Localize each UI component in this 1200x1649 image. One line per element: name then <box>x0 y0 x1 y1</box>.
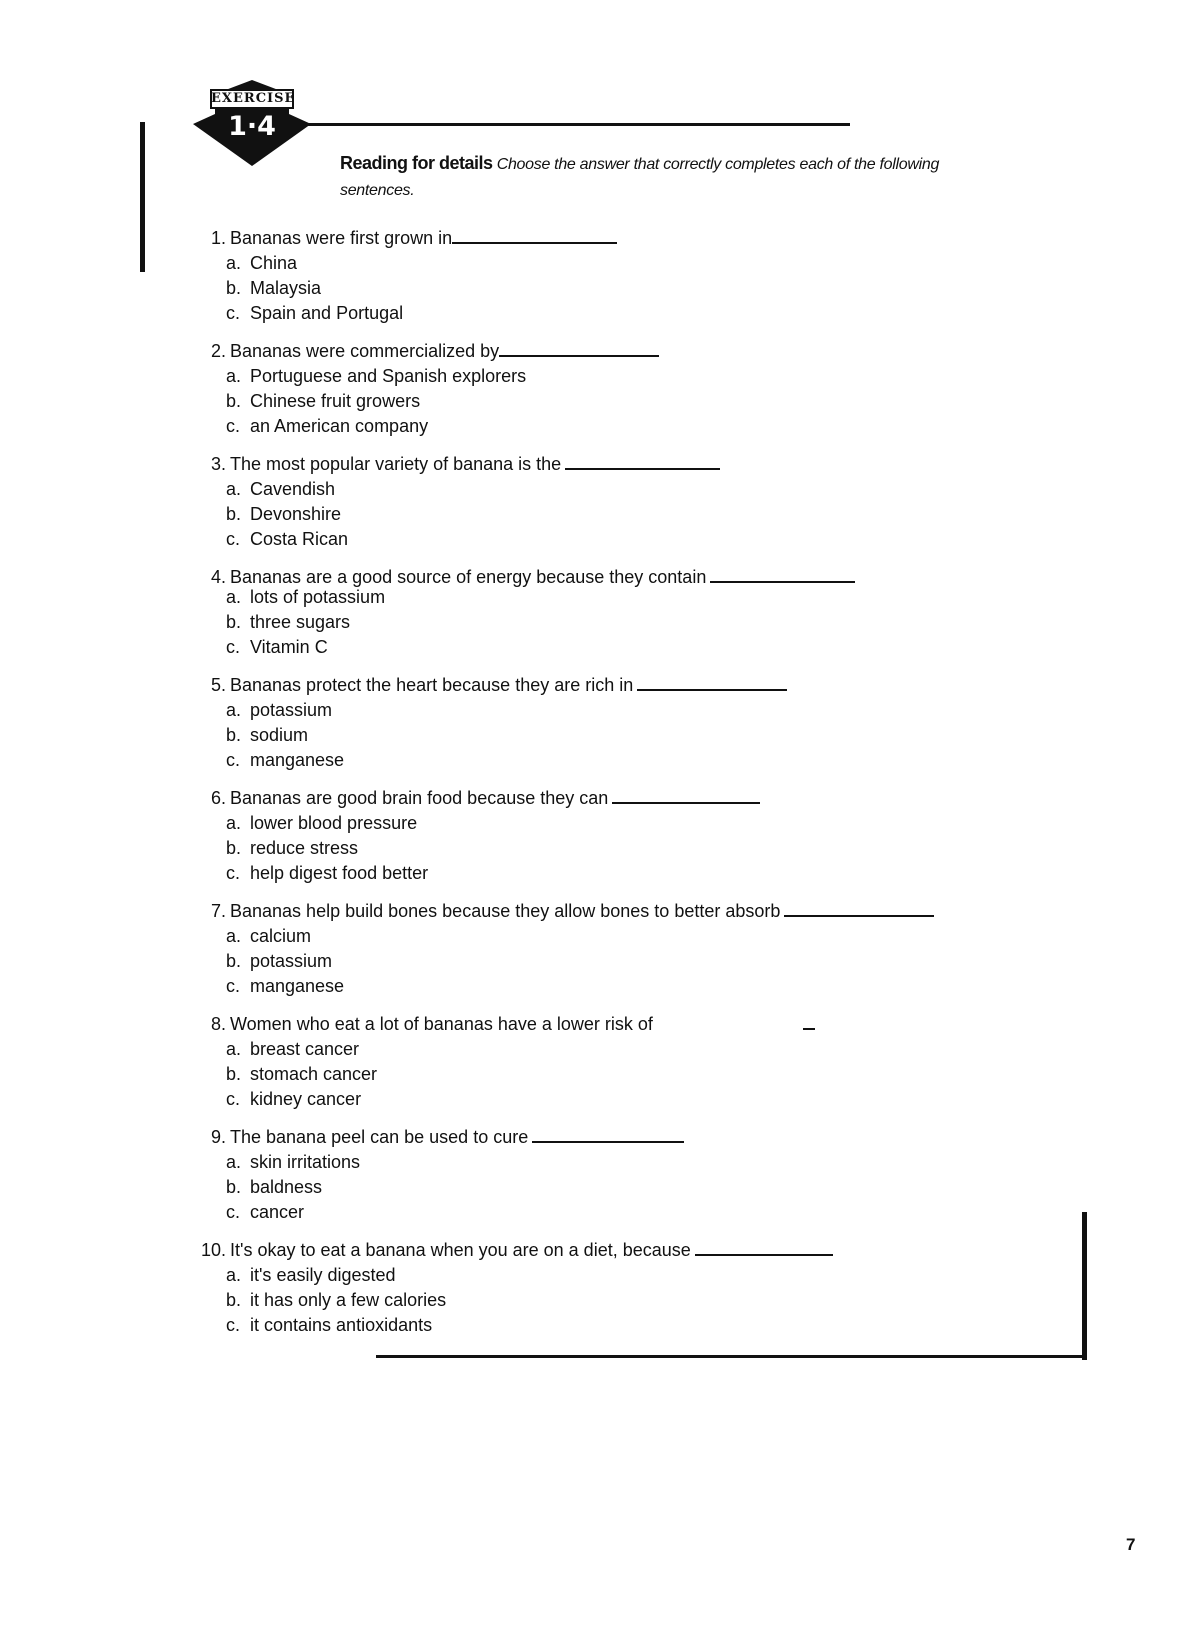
question-text: Women who eat a lot of bananas have a lower risk of <box>230 1014 653 1034</box>
option-c[interactable] <box>186 974 1066 999</box>
answer-blank[interactable] <box>784 899 934 917</box>
option-c[interactable] <box>186 301 1066 326</box>
exercise-label: EXERCISE <box>211 91 296 106</box>
option-letter: c. <box>226 303 241 323</box>
option-c[interactable] <box>186 1200 1066 1225</box>
question-number: 7. <box>210 901 226 921</box>
question-text: Bananas were first grown in <box>230 228 453 248</box>
option-letter: b. <box>226 951 242 971</box>
option-text: baldness <box>250 1177 323 1197</box>
question-number: 4. <box>210 567 226 587</box>
option-letter: a. <box>226 813 242 833</box>
option-c[interactable] <box>186 635 1066 660</box>
option-letter: c. <box>226 750 241 770</box>
option-text: potassium <box>250 700 333 720</box>
option-text: manganese <box>250 976 345 996</box>
option-letter: a. <box>226 479 242 499</box>
exercise-badge <box>193 80 311 170</box>
question-6 <box>186 785 1066 886</box>
option-text: cancer <box>250 1202 305 1222</box>
question-text: Bananas help build bones because they allow bones to better absorb <box>230 901 781 921</box>
option-letter: c. <box>226 1202 241 1222</box>
option-a[interactable] <box>186 585 1066 610</box>
question-text: The banana peel can be used to cure <box>230 1127 529 1147</box>
question-text: The most popular variety of banana is the <box>230 454 562 474</box>
page-number: 7 <box>1126 1535 1136 1554</box>
option-c[interactable] <box>186 1313 1066 1338</box>
option-a[interactable] <box>186 477 1066 502</box>
answer-blank[interactable] <box>612 786 760 804</box>
footer-rule <box>376 1355 1086 1358</box>
question-text: Bananas are good brain food because they can <box>230 788 609 808</box>
option-a[interactable] <box>186 924 1066 949</box>
exercise-number: 1·4 <box>228 111 276 142</box>
option-a[interactable] <box>186 364 1066 389</box>
option-text: it's easily digested <box>250 1265 396 1285</box>
option-letter: c. <box>226 863 241 883</box>
option-b[interactable] <box>186 610 1066 635</box>
question-4 <box>186 565 1066 660</box>
instructions-title: Reading for details <box>340 153 493 173</box>
answer-blank[interactable] <box>499 339 659 357</box>
option-letter: c. <box>226 637 241 657</box>
question-number: 1. <box>210 228 226 248</box>
option-text: lower blood pressure <box>250 813 418 833</box>
option-letter: c. <box>226 1315 241 1335</box>
option-a[interactable] <box>186 1037 1066 1062</box>
option-b[interactable] <box>186 389 1066 414</box>
right-margin-rule <box>1082 1212 1087 1360</box>
option-letter: b. <box>226 612 242 632</box>
option-letter: c. <box>226 1089 241 1109</box>
option-a[interactable] <box>186 1150 1066 1175</box>
option-letter: a. <box>226 253 242 273</box>
option-text: reduce stress <box>250 838 359 858</box>
option-text: Devonshire <box>250 504 342 524</box>
option-text: stomach cancer <box>250 1064 378 1084</box>
option-letter: b. <box>226 278 242 298</box>
question-number: 5. <box>210 675 226 695</box>
option-c[interactable] <box>186 861 1066 886</box>
option-b[interactable] <box>186 723 1066 748</box>
option-c[interactable] <box>186 414 1066 439</box>
question-text: Bananas protect the heart because they are rich in <box>230 675 634 695</box>
option-b[interactable] <box>186 502 1066 527</box>
question-number: 3. <box>210 454 226 474</box>
left-margin-rule <box>140 122 145 272</box>
option-text: Chinese fruit growers <box>250 391 421 411</box>
instructions-description: Choose the answer that correctly completes each of the following sentences. <box>340 156 940 199</box>
answer-blank[interactable] <box>803 1012 815 1030</box>
option-b[interactable] <box>186 276 1066 301</box>
question-text: Bananas are a good source of energy because they contain <box>230 567 707 587</box>
option-letter: a. <box>226 1152 242 1172</box>
option-a[interactable] <box>186 698 1066 723</box>
option-text: it has only a few calories <box>250 1290 447 1310</box>
option-a[interactable] <box>186 1263 1066 1288</box>
option-letter: a. <box>226 700 242 720</box>
option-letter: c. <box>226 529 241 549</box>
question-text: It's okay to eat a banana when you are on a diet, because <box>230 1240 691 1260</box>
answer-blank[interactable] <box>565 452 720 470</box>
option-letter: b. <box>226 725 242 745</box>
option-text: an American company <box>250 416 429 436</box>
question-number: 9. <box>210 1127 226 1147</box>
answer-blank[interactable] <box>532 1125 684 1143</box>
answer-blank[interactable] <box>695 1238 833 1256</box>
option-text: Spain and Portugal <box>250 303 404 323</box>
option-b[interactable] <box>186 1062 1066 1087</box>
option-text: Portuguese and Spanish explorers <box>250 366 527 386</box>
question-7 <box>186 898 1066 999</box>
option-letter: a. <box>226 926 242 946</box>
option-text: breast cancer <box>250 1039 360 1059</box>
option-letter: b. <box>226 1177 242 1197</box>
option-letter: b. <box>226 838 242 858</box>
option-letter: c. <box>226 416 241 436</box>
option-letter: c. <box>226 976 241 996</box>
question-5 <box>186 672 1066 773</box>
option-letter: a. <box>226 587 242 607</box>
option-text: Costa Rican <box>250 529 349 549</box>
question-number: 6. <box>210 788 226 808</box>
option-text: Vitamin C <box>250 637 328 657</box>
question-text: Bananas were commercialized by <box>230 341 500 361</box>
option-text: Malaysia <box>250 278 322 298</box>
answer-blank[interactable] <box>452 226 617 244</box>
option-a[interactable] <box>186 251 1066 276</box>
option-text: lots of potassium <box>250 587 386 607</box>
question-3 <box>186 451 1066 552</box>
option-letter: b. <box>226 391 242 411</box>
option-text: manganese <box>250 750 345 770</box>
option-text: calcium <box>250 926 312 946</box>
option-b[interactable] <box>186 1175 1066 1200</box>
option-b[interactable] <box>186 836 1066 861</box>
option-text: sodium <box>250 725 309 745</box>
question-8 <box>186 1011 1066 1112</box>
option-b[interactable] <box>186 1288 1066 1313</box>
answer-blank[interactable] <box>637 673 787 691</box>
option-c[interactable] <box>186 1087 1066 1112</box>
answer-blank[interactable] <box>710 565 855 583</box>
option-c[interactable] <box>186 527 1066 552</box>
question-2 <box>186 338 1066 439</box>
option-letter: b. <box>226 1290 242 1310</box>
option-b[interactable] <box>186 949 1066 974</box>
option-letter: b. <box>226 1064 242 1084</box>
option-letter: a. <box>226 1039 242 1059</box>
question-number: 10. <box>200 1240 226 1260</box>
option-text: it contains antioxidants <box>250 1315 433 1335</box>
header-rule <box>290 123 850 126</box>
option-text: China <box>250 253 298 273</box>
option-text: three sugars <box>250 612 351 632</box>
instructions <box>340 150 980 204</box>
option-c[interactable] <box>186 748 1066 773</box>
option-text: help digest food better <box>250 863 429 883</box>
question-number: 8. <box>210 1014 226 1034</box>
option-text: kidney cancer <box>250 1089 362 1109</box>
option-a[interactable] <box>186 811 1066 836</box>
option-text: potassium <box>250 951 333 971</box>
question-9 <box>186 1124 1066 1225</box>
option-letter: a. <box>226 1265 242 1285</box>
option-text: skin irritations <box>250 1152 361 1172</box>
question-number: 2. <box>210 341 226 361</box>
question-1 <box>186 225 1066 326</box>
option-letter: a. <box>226 366 242 386</box>
option-letter: b. <box>226 504 242 524</box>
question-10 <box>186 1237 1066 1338</box>
option-text: Cavendish <box>250 479 336 499</box>
